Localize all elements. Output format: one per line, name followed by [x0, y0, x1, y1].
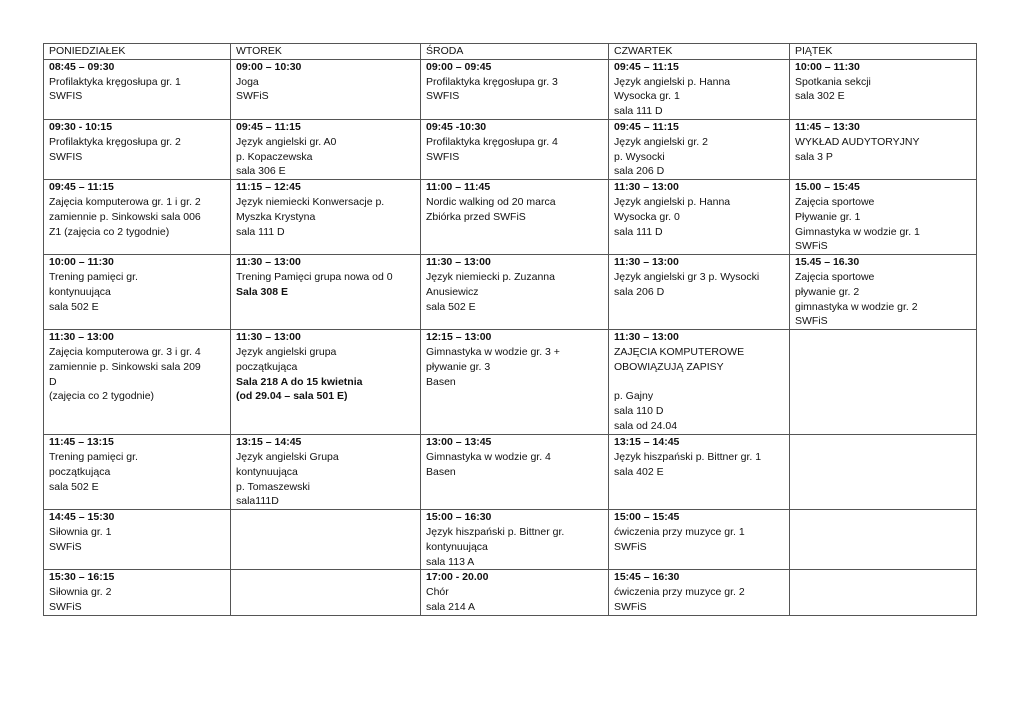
class-detail: ZAJĘCIA KOMPUTEROWE — [614, 345, 745, 358]
schedule-cell-monday — [44, 119, 231, 179]
class-detail: Gimnastyka w wodzie gr. 4 — [426, 450, 551, 463]
schedule-body — [44, 59, 977, 616]
class-detail: Trening pamięci gr. — [49, 270, 138, 283]
schedule-cell-friday — [790, 119, 977, 179]
schedule-cell-tuesday — [231, 59, 421, 119]
class-detail: Chór — [426, 586, 449, 599]
schedule-cell-friday — [790, 180, 977, 255]
class-detail: Trening pamięci gr. — [49, 450, 138, 463]
class-time: 10:00 – 11:30 — [49, 256, 114, 269]
class-detail: SWFiS — [614, 600, 647, 613]
schedule-cell-wednesday — [421, 435, 609, 510]
class-detail: Profilaktyka kręgosłupa gr. 4 — [426, 135, 558, 148]
header-row — [44, 44, 977, 60]
schedule-row — [44, 510, 977, 570]
class-time: 11:15 – 12:45 — [236, 181, 301, 194]
class-detail: WYKŁAD AUDYTORYJNY — [795, 135, 920, 148]
class-detail: Myszka Krystyna — [236, 210, 316, 223]
schedule-cell-friday — [790, 510, 977, 570]
schedule-cell-wednesday — [421, 510, 609, 570]
class-detail: SWFiS — [49, 600, 82, 613]
schedule-cell-wednesday — [421, 119, 609, 179]
schedule-row — [44, 435, 977, 510]
schedule-cell-monday — [44, 510, 231, 570]
class-detail: p. Tomaszewski — [236, 480, 310, 493]
schedule-header — [44, 44, 977, 60]
class-detail: sala 402 E — [614, 465, 664, 478]
class-time: 09:45 – 11:15 — [614, 120, 679, 133]
class-detail: ćwiczenia przy muzyce gr. 2 — [614, 586, 745, 599]
class-detail: SWFiS — [49, 540, 82, 553]
schedule-cell-thursday — [609, 180, 790, 255]
class-detail: Nordic walking od 20 marca — [426, 195, 556, 208]
class-detail: ćwiczenia przy muzyce gr. 1 — [614, 525, 745, 538]
class-detail: SWFIS — [426, 150, 460, 163]
schedule-row — [44, 330, 977, 435]
schedule-cell-thursday — [609, 435, 790, 510]
day-header-monday: PONIEDZIAŁEK — [44, 44, 231, 60]
schedule-cell-monday — [44, 59, 231, 119]
class-detail: Basen — [426, 375, 456, 388]
class-time: 17:00 - 20.00 — [426, 571, 489, 584]
class-time: 11:30 – 13:00 — [236, 331, 301, 344]
class-detail: Wysocka gr. 0 — [614, 210, 680, 223]
class-time: 11:30 – 13:00 — [49, 331, 114, 344]
class-detail: Pływanie gr. 1 — [795, 210, 861, 223]
schedule-row — [44, 59, 977, 119]
schedule-cell-monday — [44, 330, 231, 435]
class-detail: sala 306 E — [236, 165, 286, 178]
schedule-cell-thursday — [609, 119, 790, 179]
schedule-cell-tuesday — [231, 435, 421, 510]
day-header-tuesday: WTOREK — [231, 44, 421, 60]
class-detail: Język angielski grupa — [236, 345, 337, 358]
class-detail: kontynuująca — [236, 465, 298, 478]
class-time: 15:30 – 16:15 — [49, 571, 115, 584]
class-time: 11:45 – 13:15 — [49, 436, 114, 449]
class-time: 08:45 – 09:30 — [49, 60, 115, 73]
schedule-cell-monday — [44, 435, 231, 510]
schedule-cell-wednesday — [421, 330, 609, 435]
schedule-row — [44, 119, 977, 179]
class-detail: SWFiS — [795, 315, 828, 328]
blank-line — [614, 375, 789, 390]
class-detail: Język hiszpański p. Bittner gr. 1 — [614, 450, 762, 463]
class-room-note: (od 29.04 – sala 501 E) — [236, 390, 348, 403]
class-detail: Profilaktyka kręgosłupa gr. 2 — [49, 135, 181, 148]
class-detail: Język niemiecki Konwersacje p. — [236, 195, 385, 208]
schedule-cell-friday — [790, 255, 977, 330]
class-detail: Zajęcia komputerowa gr. 1 i gr. 2 — [49, 195, 201, 208]
schedule-cell-friday — [790, 570, 977, 616]
class-detail: sala 113 A — [426, 555, 475, 568]
class-detail: zamiennie p. Sinkowski sala 006 — [49, 210, 201, 223]
class-detail: SWFIS — [49, 90, 83, 103]
class-time: 13:15 – 14:45 — [236, 436, 302, 449]
class-time: 10:00 – 11:30 — [795, 60, 860, 73]
class-detail: Joga — [236, 75, 259, 88]
class-room-note: Sala 308 E — [236, 285, 288, 298]
class-detail: sala 111 D — [614, 105, 663, 118]
class-detail: SWFiS — [236, 90, 269, 103]
schedule-cell-tuesday — [231, 510, 421, 570]
class-time: 11:30 – 13:00 — [614, 331, 679, 344]
class-detail: p. Wysocki — [614, 150, 665, 163]
schedule-cell-wednesday — [421, 180, 609, 255]
class-detail: p. Gajny — [614, 390, 654, 403]
schedule-cell-friday — [790, 59, 977, 119]
class-detail: SWFiS — [614, 540, 647, 553]
class-time: 09:45 – 11:15 — [49, 181, 114, 194]
class-detail: początkująca — [236, 360, 298, 373]
class-time: 11:30 – 13:00 — [614, 256, 679, 269]
class-detail: Język angielski gr. 2 — [614, 135, 708, 148]
class-detail: pływanie gr. 2 — [795, 285, 860, 298]
class-detail: początkująca — [49, 465, 111, 478]
class-time: 09:30 - 10:15 — [49, 120, 113, 133]
schedule-row — [44, 255, 977, 330]
class-detail: p. Kopaczewska — [236, 150, 313, 163]
day-header-friday: PIĄTEK — [790, 44, 977, 60]
schedule-cell-tuesday — [231, 330, 421, 435]
day-header-thursday: CZWARTEK — [609, 44, 790, 60]
class-detail: Język angielski gr 3 p. Wysocki — [614, 270, 760, 283]
class-detail: OBOWIĄZUJĄ ZAPISY — [614, 360, 724, 373]
class-detail: Siłownia gr. 2 — [49, 586, 112, 599]
class-detail: SWFIS — [426, 90, 460, 103]
class-detail: sala 111 D — [614, 225, 663, 238]
schedule-cell-thursday — [609, 330, 790, 435]
class-detail: Basen — [426, 465, 456, 478]
class-detail: Spotkania sekcji — [795, 75, 871, 88]
class-time: 13:00 – 13:45 — [426, 436, 492, 449]
class-detail: sala 302 E — [795, 90, 845, 103]
class-detail: Zajęcia komputerowa gr. 3 i gr. 4 — [49, 345, 201, 358]
schedule-cell-tuesday — [231, 180, 421, 255]
schedule-cell-tuesday — [231, 255, 421, 330]
class-detail: Język niemiecki p. Zuzanna — [426, 270, 555, 283]
class-detail: Zajęcia sportowe — [795, 195, 875, 208]
class-detail: kontynuująca — [49, 285, 111, 298]
class-time: 09:45 – 11:15 — [236, 120, 301, 133]
class-time: 15.45 – 16.30 — [795, 256, 860, 269]
class-detail: sala111D — [236, 495, 279, 508]
schedule-cell-thursday — [609, 59, 790, 119]
class-detail: kontynuująca — [426, 540, 488, 553]
class-time: 09:45 -10:30 — [426, 120, 487, 133]
schedule-cell-monday — [44, 255, 231, 330]
class-detail: Język hiszpański p. Bittner gr. — [426, 525, 565, 538]
class-detail: Trening Pamięci grupa nowa od 0 — [236, 270, 393, 283]
schedule-cell-thursday — [609, 570, 790, 616]
class-detail: sala 206 D — [614, 165, 665, 178]
class-detail: sala 502 E — [49, 300, 99, 313]
schedule-cell-monday — [44, 570, 231, 616]
class-detail: Gimnastyka w wodzie gr. 1 — [795, 225, 920, 238]
class-detail: D — [49, 375, 57, 388]
class-detail: Profilaktyka kręgosłupa gr. 3 — [426, 75, 558, 88]
schedule-cell-thursday — [609, 510, 790, 570]
class-detail: sala 110 D — [614, 405, 664, 418]
class-time: 15:00 – 16:30 — [426, 511, 492, 524]
class-detail: Zajęcia sportowe — [795, 270, 875, 283]
class-time: 09:45 – 11:15 — [614, 60, 679, 73]
class-time: 15:45 – 16:30 — [614, 571, 680, 584]
class-detail: sala 3 P — [795, 150, 833, 163]
schedule-cell-friday — [790, 435, 977, 510]
schedule-cell-friday — [790, 330, 977, 435]
schedule-row — [44, 570, 977, 616]
class-detail: SWFIS — [49, 150, 83, 163]
class-detail: SWFiS — [795, 240, 828, 253]
class-time: 15:00 – 15:45 — [614, 511, 680, 524]
class-detail: Język angielski p. Hanna — [614, 195, 731, 208]
class-detail: sala 502 E — [426, 300, 476, 313]
schedule-cell-wednesday — [421, 570, 609, 616]
class-time: 12:15 – 13:00 — [426, 331, 492, 344]
class-time: 14:45 – 15:30 — [49, 511, 115, 524]
schedule-row — [44, 180, 977, 255]
class-detail: sala 111 D — [236, 225, 285, 238]
class-detail: zamiennie p. Sinkowski sala 209 — [49, 360, 201, 373]
class-time: 11:00 – 11:45 — [426, 181, 491, 194]
class-detail: sala 502 E — [49, 480, 99, 493]
class-detail: Siłownia gr. 1 — [49, 525, 112, 538]
schedule-cell-wednesday — [421, 59, 609, 119]
class-detail: Gimnastyka w wodzie gr. 3 + — [426, 345, 560, 358]
class-room-note: Sala 218 A do 15 kwietnia — [236, 375, 363, 388]
class-detail: (zajęcia co 2 tygodnie) — [49, 390, 155, 403]
class-detail: pływanie gr. 3 — [426, 360, 491, 373]
weekly-schedule-table — [43, 43, 977, 616]
class-detail: sala 206 D — [614, 285, 665, 298]
class-detail: sala od 24.04 — [614, 419, 678, 432]
class-time: 11:45 – 13:30 — [795, 120, 860, 133]
class-detail: Zbiórka przed SWFiS — [426, 210, 526, 223]
class-time: 09:00 – 10:30 — [236, 60, 302, 73]
class-time: 11:30 – 13:00 — [426, 256, 491, 269]
class-time: 15.00 – 15:45 — [795, 181, 860, 194]
class-detail: Wysocka gr. 1 — [614, 90, 680, 103]
class-time: 11:30 – 13:00 — [614, 181, 679, 194]
class-time: 09:00 – 09:45 — [426, 60, 492, 73]
class-detail: Anusiewicz — [426, 285, 479, 298]
class-detail: gimnastyka w wodzie gr. 2 — [795, 300, 918, 313]
schedule-cell-tuesday — [231, 119, 421, 179]
class-detail: sala 214 A — [426, 600, 476, 613]
schedule-cell-tuesday — [231, 570, 421, 616]
day-header-wednesday: ŚRODA — [421, 44, 609, 60]
schedule-cell-wednesday — [421, 255, 609, 330]
schedule-cell-monday — [44, 180, 231, 255]
schedule-cell-thursday — [609, 255, 790, 330]
class-detail: Język angielski Grupa — [236, 450, 339, 463]
class-time: 11:30 – 13:00 — [236, 256, 301, 269]
class-detail: Z1 (zajęcia co 2 tygodnie) — [49, 225, 170, 238]
class-detail: Język angielski p. Hanna — [614, 75, 731, 88]
class-detail: Język angielski gr. A0 — [236, 135, 337, 148]
class-time: 13:15 – 14:45 — [614, 436, 680, 449]
class-detail: Profilaktyka kręgosłupa gr. 1 — [49, 75, 181, 88]
